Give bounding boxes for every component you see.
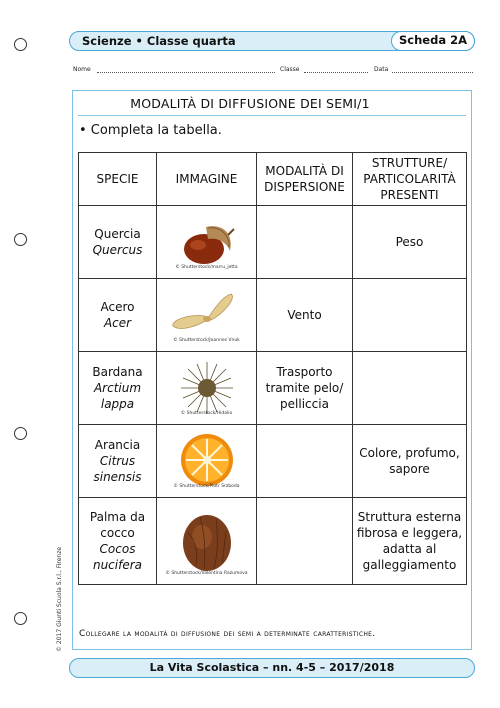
dispersal-cell[interactable]: [257, 425, 353, 498]
image-cell: [157, 279, 257, 352]
image-credit: © Shutterstock/Valentina Razumova: [165, 571, 248, 576]
footer-bar: La Vita Scolastica – nn. 4-5 – 2017/2018: [69, 658, 475, 678]
binder-hole-3: [14, 427, 27, 440]
title-divider: [78, 115, 466, 116]
header-bar: [69, 31, 475, 51]
sheet-label: Scheda 2A: [391, 31, 475, 51]
latin-name: Arctium lappa: [93, 381, 142, 411]
class-field[interactable]: [304, 72, 368, 73]
species-cell: [79, 279, 157, 352]
species-name: Bardana: [92, 365, 143, 379]
header-species: SPECIE: [79, 153, 157, 206]
species-cell: [79, 206, 157, 279]
instruction: • Completa la tabella.: [79, 123, 222, 138]
subject-label: Scienze • Classe quarta: [82, 34, 236, 48]
table-row: [79, 425, 467, 498]
latin-name: Citrus sinensis: [93, 454, 142, 484]
header-image: IMMAGINE: [157, 153, 257, 206]
structure-cell[interactable]: Colore, profumo, sapore: [353, 425, 467, 498]
name-field[interactable]: [97, 72, 275, 73]
binder-hole-2: [14, 233, 27, 246]
seed-table: [78, 152, 467, 585]
latin-name: Acer: [103, 316, 132, 330]
species-name: Palma da cocco: [89, 510, 146, 540]
structure-cell[interactable]: Struttura esterna fibrosa e leggera, adatta al galleggiamento: [353, 498, 467, 585]
image-cell: [157, 206, 257, 279]
image-credit: © Shutterstock/Joannes Vnuk: [173, 338, 240, 343]
species-cell: [79, 352, 157, 425]
species-cell: [79, 425, 157, 498]
latin-name: Cocos nucifera: [92, 542, 143, 572]
date-field[interactable]: [392, 72, 473, 73]
dispersal-cell[interactable]: [257, 206, 353, 279]
dispersal-cell[interactable]: Trasporto tramite pelo/ pelliccia: [257, 352, 353, 425]
header-structures: STRUTTURE/ PARTICOLARITÀ PRESENTI: [353, 153, 467, 206]
structure-cell[interactable]: [353, 279, 467, 352]
footnote: Collegare la modalità di diffusione dei semi a determinate caratteristiche.: [79, 629, 376, 639]
dispersal-cell[interactable]: Vento: [257, 279, 353, 352]
binder-hole-1: [14, 38, 27, 51]
species-name: Acero: [100, 300, 135, 314]
date-label: Data: [374, 66, 389, 73]
image-cell: [157, 498, 257, 585]
copyright-notice: © 2017 Giunti Scuola S.r.l., Firenze: [56, 546, 63, 652]
table-header-row: [79, 153, 467, 206]
structure-cell[interactable]: Peso: [353, 206, 467, 279]
image-credit: © Shutterstock/Piotr Srzboda: [173, 484, 240, 489]
species-name: Arancia: [94, 438, 141, 452]
image-credit: © Shutterstock/marru_jetta: [175, 265, 238, 270]
species-cell: [79, 498, 157, 585]
table-row: [79, 279, 467, 352]
table-row: [79, 352, 467, 425]
table-row: [79, 498, 467, 585]
image-cell: [157, 425, 257, 498]
name-label: Nome: [73, 66, 91, 73]
structure-cell[interactable]: [353, 352, 467, 425]
class-label: Classe: [280, 66, 300, 73]
binder-hole-4: [14, 612, 27, 625]
header-dispersal: MODALITÀ DI DISPERSIONE: [257, 153, 353, 206]
worksheet-title: MODALITÀ DI DIFFUSIONE DEI SEMI/1: [130, 96, 370, 111]
image-cell: [157, 352, 257, 425]
image-credit: © Shutterstock/Hidalio: [180, 411, 233, 416]
dispersal-cell[interactable]: [257, 498, 353, 585]
species-name: Quercia: [94, 227, 141, 241]
latin-name: Quercus: [92, 243, 143, 257]
table-row: [79, 206, 467, 279]
